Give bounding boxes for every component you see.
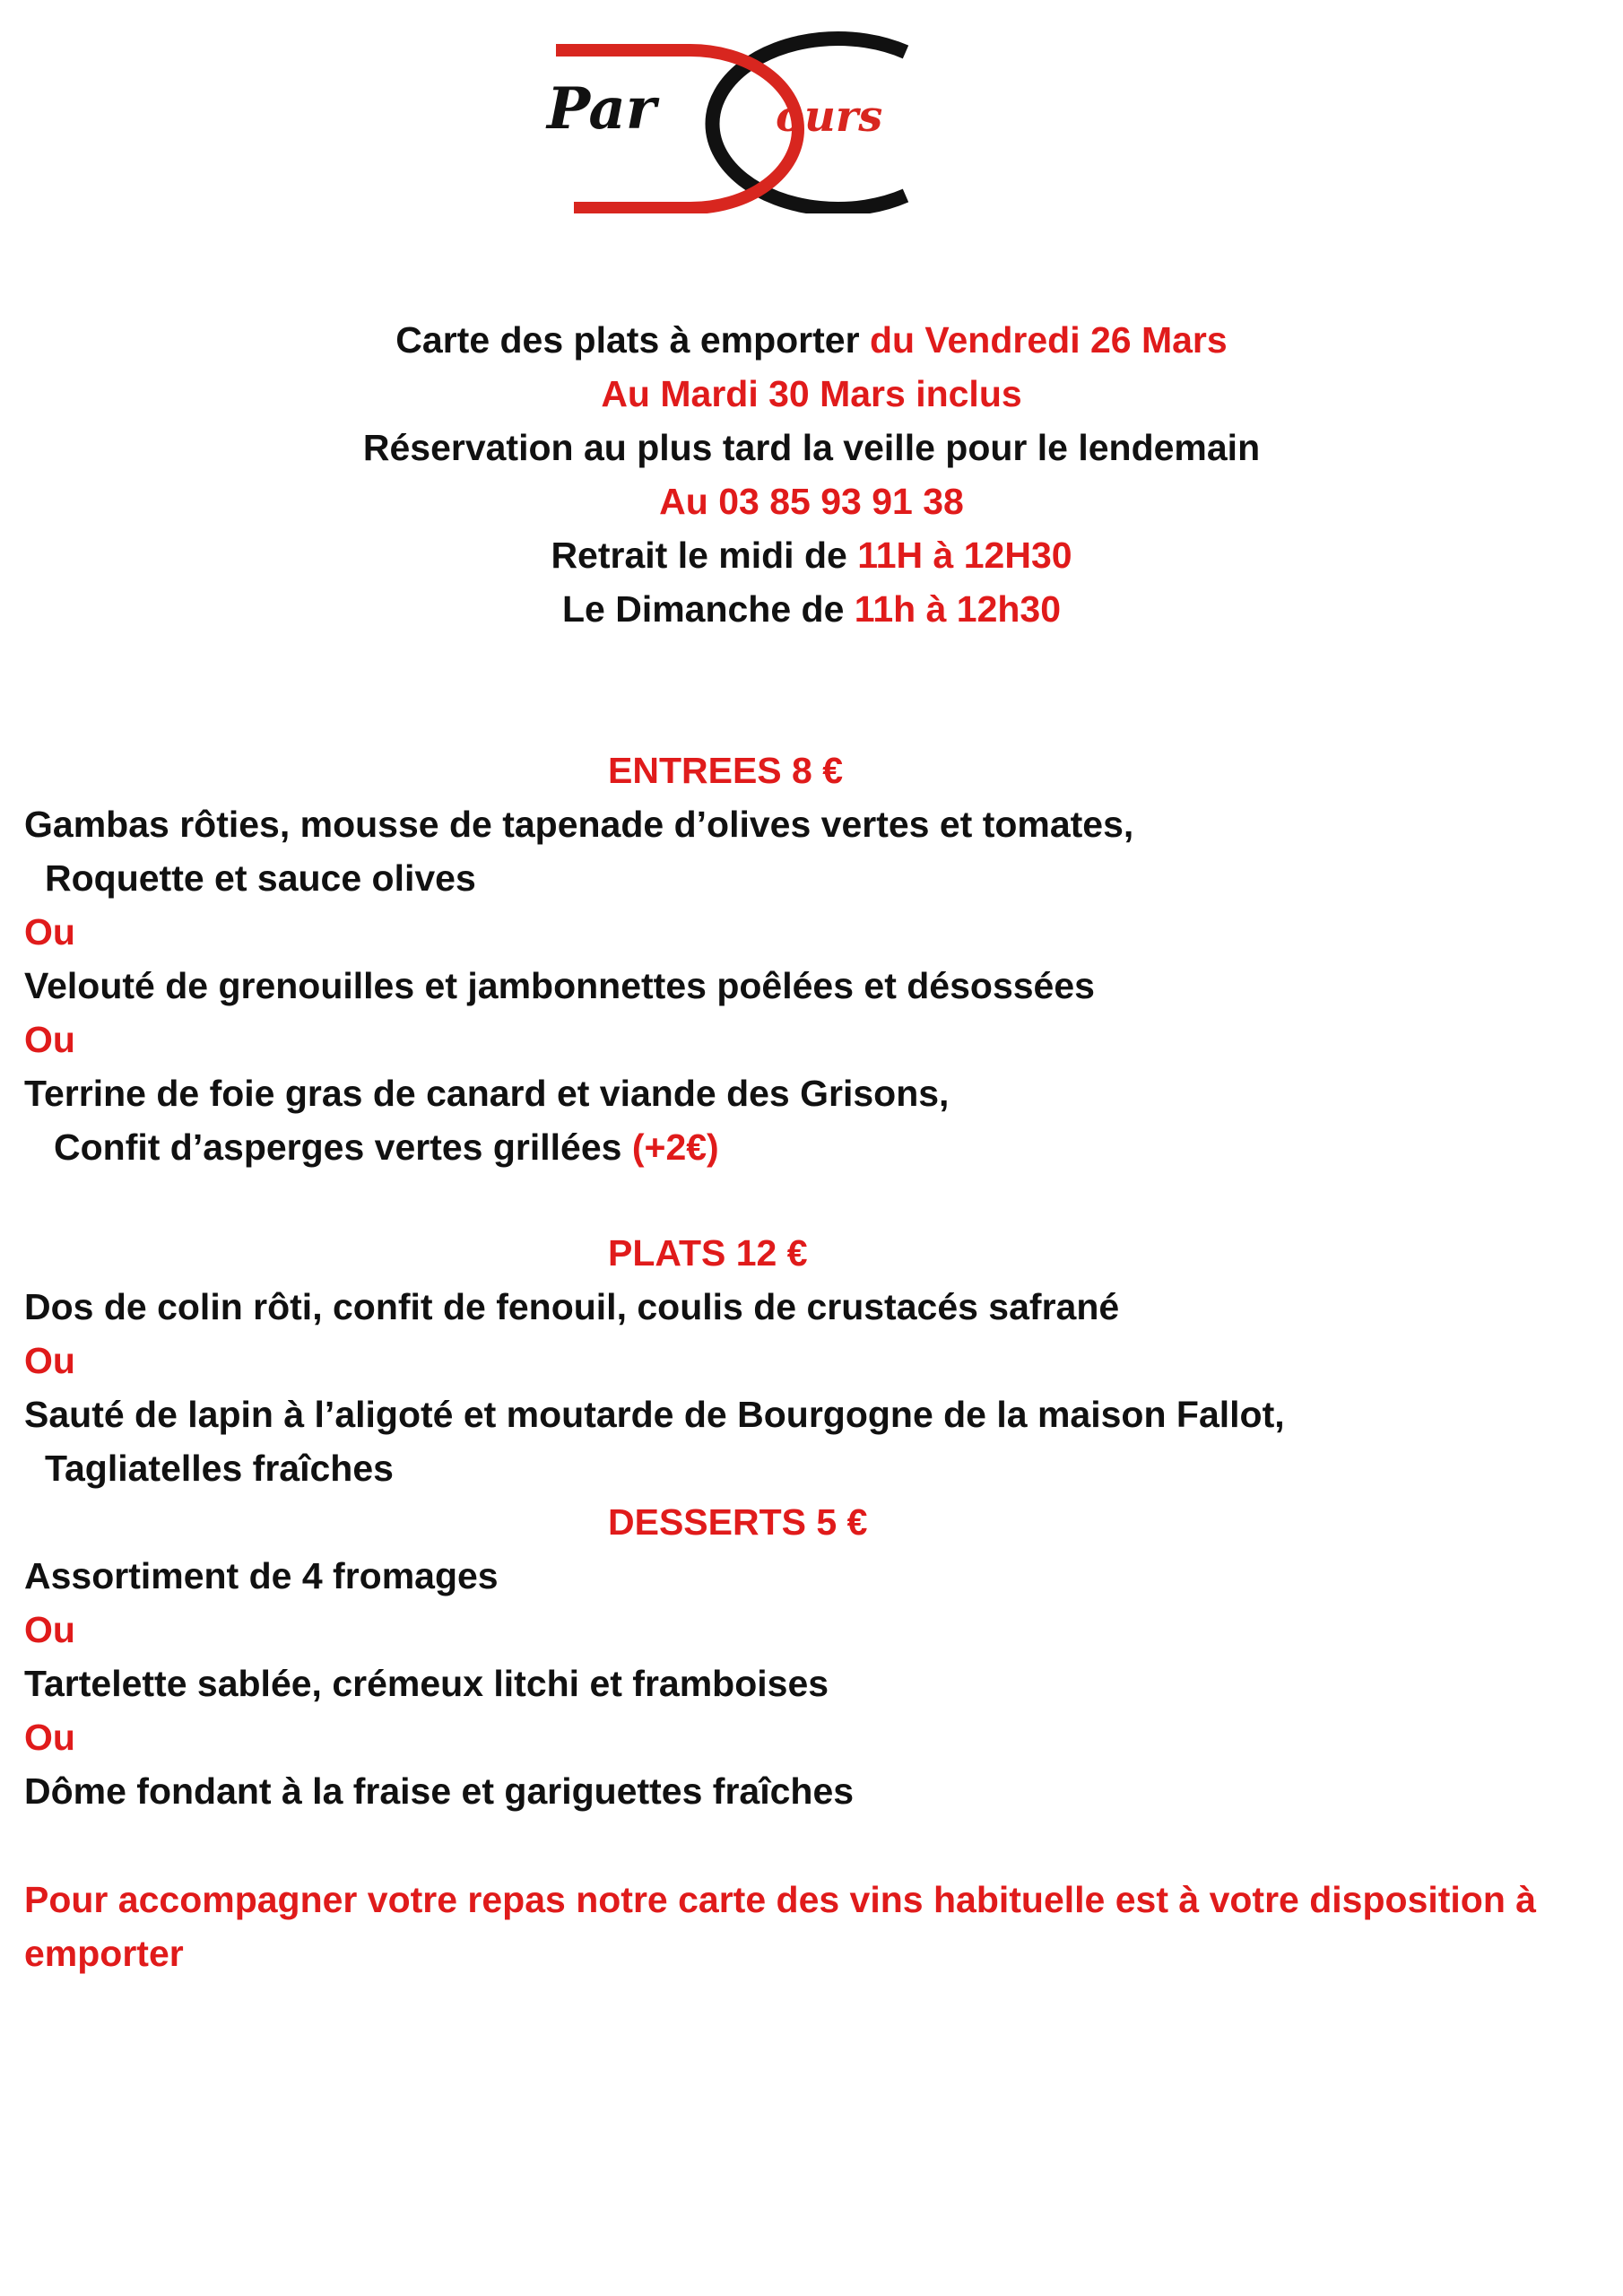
section-title-desserts: DESSERTS 5 € bbox=[608, 1501, 868, 1543]
entree-or-2: Ou bbox=[24, 1019, 75, 1060]
logo-text-right: ours bbox=[776, 91, 883, 142]
dessert-item-3: Dôme fondant à la fraise et gariguettes fraîches bbox=[24, 1770, 855, 1812]
logo-text-left: Par bbox=[547, 75, 656, 143]
restaurant-logo bbox=[538, 25, 933, 213]
header-line-end-date: Au Mardi 30 Mars inclus bbox=[601, 373, 1022, 414]
plat-or-1: Ou bbox=[24, 1340, 75, 1381]
entree-item-3a: Terrine de foie gras de canard et viande des Grisons, bbox=[24, 1073, 950, 1114]
entree-item-1a: Gambas rôties, mousse de tapenade d’olives vertes et tomates, bbox=[24, 804, 1134, 845]
entree-supplement: (+2€) bbox=[631, 1126, 719, 1168]
wine-note: Pour accompagner votre repas notre carte des vins habituelle est à votre disposition à emporter bbox=[24, 1879, 1537, 1974]
entree-item-3b: Confit d’asperges vertes grillées (+2€) bbox=[54, 1126, 719, 1168]
dessert-or-2: Ou bbox=[24, 1717, 75, 1758]
header-line-dates: Carte des plats à emporter du Vendredi 26 Mars bbox=[395, 319, 1228, 361]
section-title-plats: PLATS 12 € bbox=[608, 1232, 808, 1274]
dessert-item-2: Tartelette sablée, crémeux litchi et framboises bbox=[24, 1663, 829, 1704]
dessert-or-1: Ou bbox=[24, 1609, 75, 1650]
plat-item-1: Dos de colin rôti, confit de fenouil, coulis de crustacés safrané bbox=[24, 1286, 1120, 1327]
entree-item-2: Velouté de grenouilles et jambonnettes poêlées et désossées bbox=[24, 965, 1095, 1006]
dessert-item-1: Assortiment de 4 fromages bbox=[24, 1555, 499, 1596]
plat-item-2a: Sauté de lapin à l’aligoté et moutarde de Bourgogne de la maison Fallot, bbox=[24, 1394, 1285, 1435]
header-line-phone: Au 03 85 93 91 38 bbox=[659, 481, 964, 522]
entree-item-1b: Roquette et sauce olives bbox=[45, 857, 476, 899]
header-line-sunday: Le Dimanche de 11h à 12h30 bbox=[561, 588, 1062, 630]
header-line-reservation: Réservation au plus tard la veille pour le lendemain bbox=[362, 427, 1261, 468]
header-line-pickup: Retrait le midi de 11H à 12H30 bbox=[551, 535, 1072, 576]
section-title-entrees: ENTREES 8 € bbox=[608, 750, 844, 791]
entree-or-1: Ou bbox=[24, 911, 75, 952]
plat-item-2b: Tagliatelles fraîches bbox=[45, 1448, 394, 1489]
